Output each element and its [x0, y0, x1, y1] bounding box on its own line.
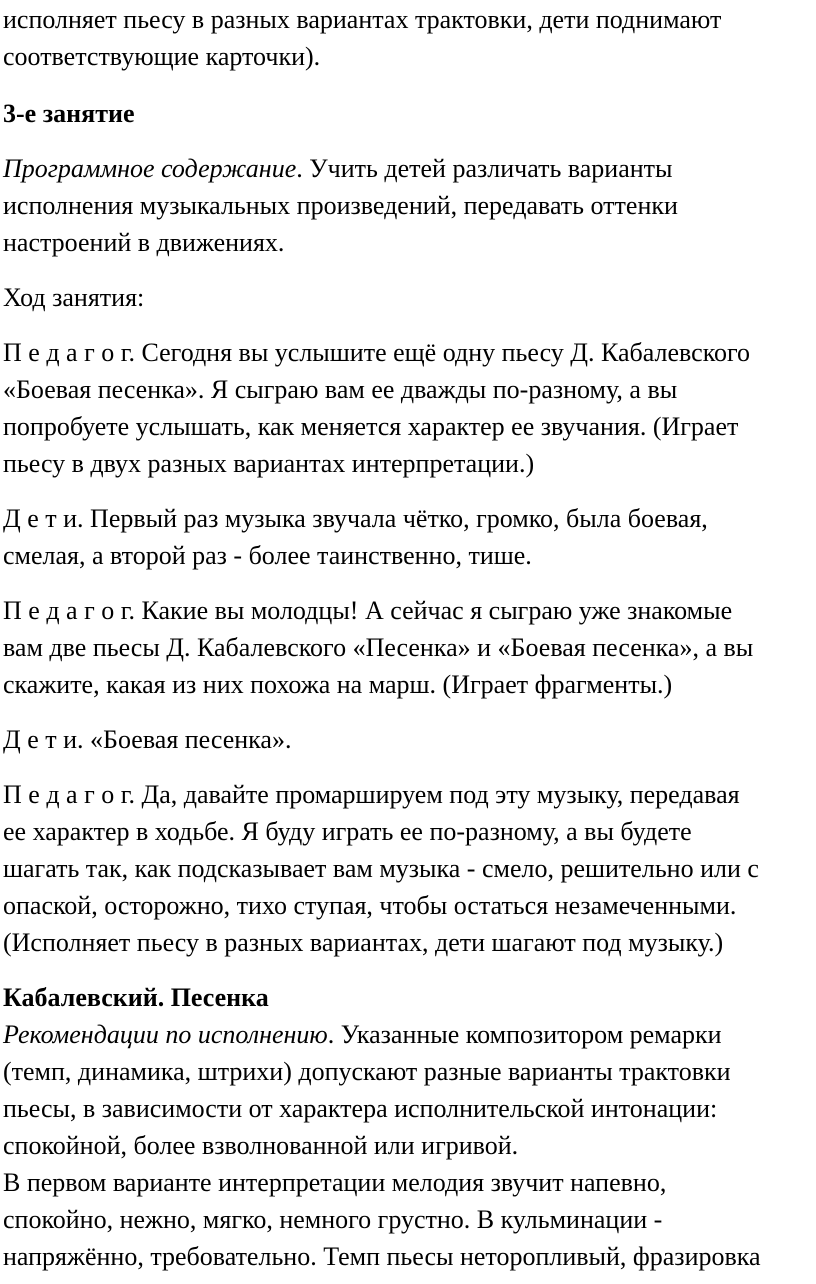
- text-line: скажите, какая из них похожа на марш. (Играет фрагменты.): [3, 670, 673, 699]
- text-line: П е д а г о г. Да, давайте промаршируем под эту музыку, передавая: [3, 780, 740, 809]
- italic-label: Рекомендации по исполнению: [3, 1020, 328, 1049]
- text-line: Д е т и. «Боевая песенка».: [3, 725, 292, 754]
- program-content-paragraph: [0, 150, 816, 261]
- recommendations-paragraph: [0, 1016, 816, 1164]
- text-line: «Боевая песенка». Я сыграю вам ее дважды по-разному, а вы: [3, 375, 678, 404]
- children-paragraph: [0, 500, 816, 574]
- text-line: смелая, а второй раз - более таинственно, тише.: [3, 541, 532, 570]
- text-fragment: . Учить детей различать варианты: [296, 154, 673, 183]
- text-line: напряжённо, требовательно. Темп пьесы неторопливый, фразировка: [3, 1242, 761, 1271]
- text-line: вам две пьесы Д. Кабалевского «Песенка» и «Боевая песенка», а вы: [3, 633, 754, 662]
- text-line: исполняет пьесу в разных вариантах трактовки, дети поднимают: [3, 5, 722, 34]
- teacher-paragraph: [0, 592, 816, 703]
- interpretation-paragraph: [0, 1164, 816, 1275]
- text-line: исполнения музыкальных произведений, передавать оттенки: [3, 191, 678, 220]
- text-line: П е д а г о г. Какие вы молодцы! А сейчас я сыграю уже знакомые: [3, 596, 733, 625]
- text-line: [3, 150, 816, 187]
- text-line: пьесы, в зависимости от характера исполнительской интонации:: [3, 1094, 718, 1123]
- text-line: настроений в движениях.: [3, 228, 285, 257]
- text-line: спокойно, нежно, мягко, немного грустно. В кульминации -: [3, 1205, 663, 1234]
- heading-text: 3-е занятие: [3, 99, 135, 128]
- text-line: опаской, осторожно, тихо ступая, чтобы остаться незамеченными.: [3, 891, 737, 920]
- children-paragraph: [0, 721, 816, 758]
- text-fragment: . Указанные композитором ремарки: [327, 1020, 722, 1049]
- text-line: П е д а г о г. Сегодня вы услышите ещё одну пьесу Д. Кабалевского: [3, 338, 751, 367]
- text-line: шагать так, как подсказывает вам музыка - смело, решительно или с: [3, 854, 759, 883]
- italic-label: Программное содержание: [3, 154, 297, 183]
- heading-text: Кабалевский. Песенка: [3, 983, 269, 1012]
- text-line: соответствующие карточки).: [3, 42, 321, 71]
- paragraph-continuation: [0, 1, 816, 75]
- text-line: [3, 1016, 816, 1053]
- text-line: спокойной, более взволнованной или игривой.: [3, 1131, 519, 1160]
- text-line: Д е т и. Первый раз музыка звучала чётко, громко, была боевая,: [3, 504, 708, 533]
- piece-heading: [0, 979, 816, 1016]
- lesson-heading: [0, 95, 816, 132]
- text-line: Ход занятия:: [3, 283, 145, 312]
- text-line: (темп, динамика, штрихи) допускают разные варианты трактовки: [3, 1057, 731, 1086]
- text-line: В первом варианте интерпретации мелодия звучит напевно,: [3, 1168, 667, 1197]
- text-line: (Исполняет пьесу в разных вариантах, дети шагают под музыку.): [3, 928, 724, 957]
- text-line: ее характер в ходьбе. Я буду играть ее по-разному, а вы будете: [3, 817, 692, 846]
- teacher-paragraph: [0, 776, 816, 961]
- teacher-paragraph: [0, 334, 816, 482]
- text-line: попробуете услышать, как меняется характер ее звучания. (Играет: [3, 412, 739, 441]
- text-line: пьесу в двух разных вариантах интерпретации.): [3, 449, 535, 478]
- lesson-progress-label: [0, 279, 816, 316]
